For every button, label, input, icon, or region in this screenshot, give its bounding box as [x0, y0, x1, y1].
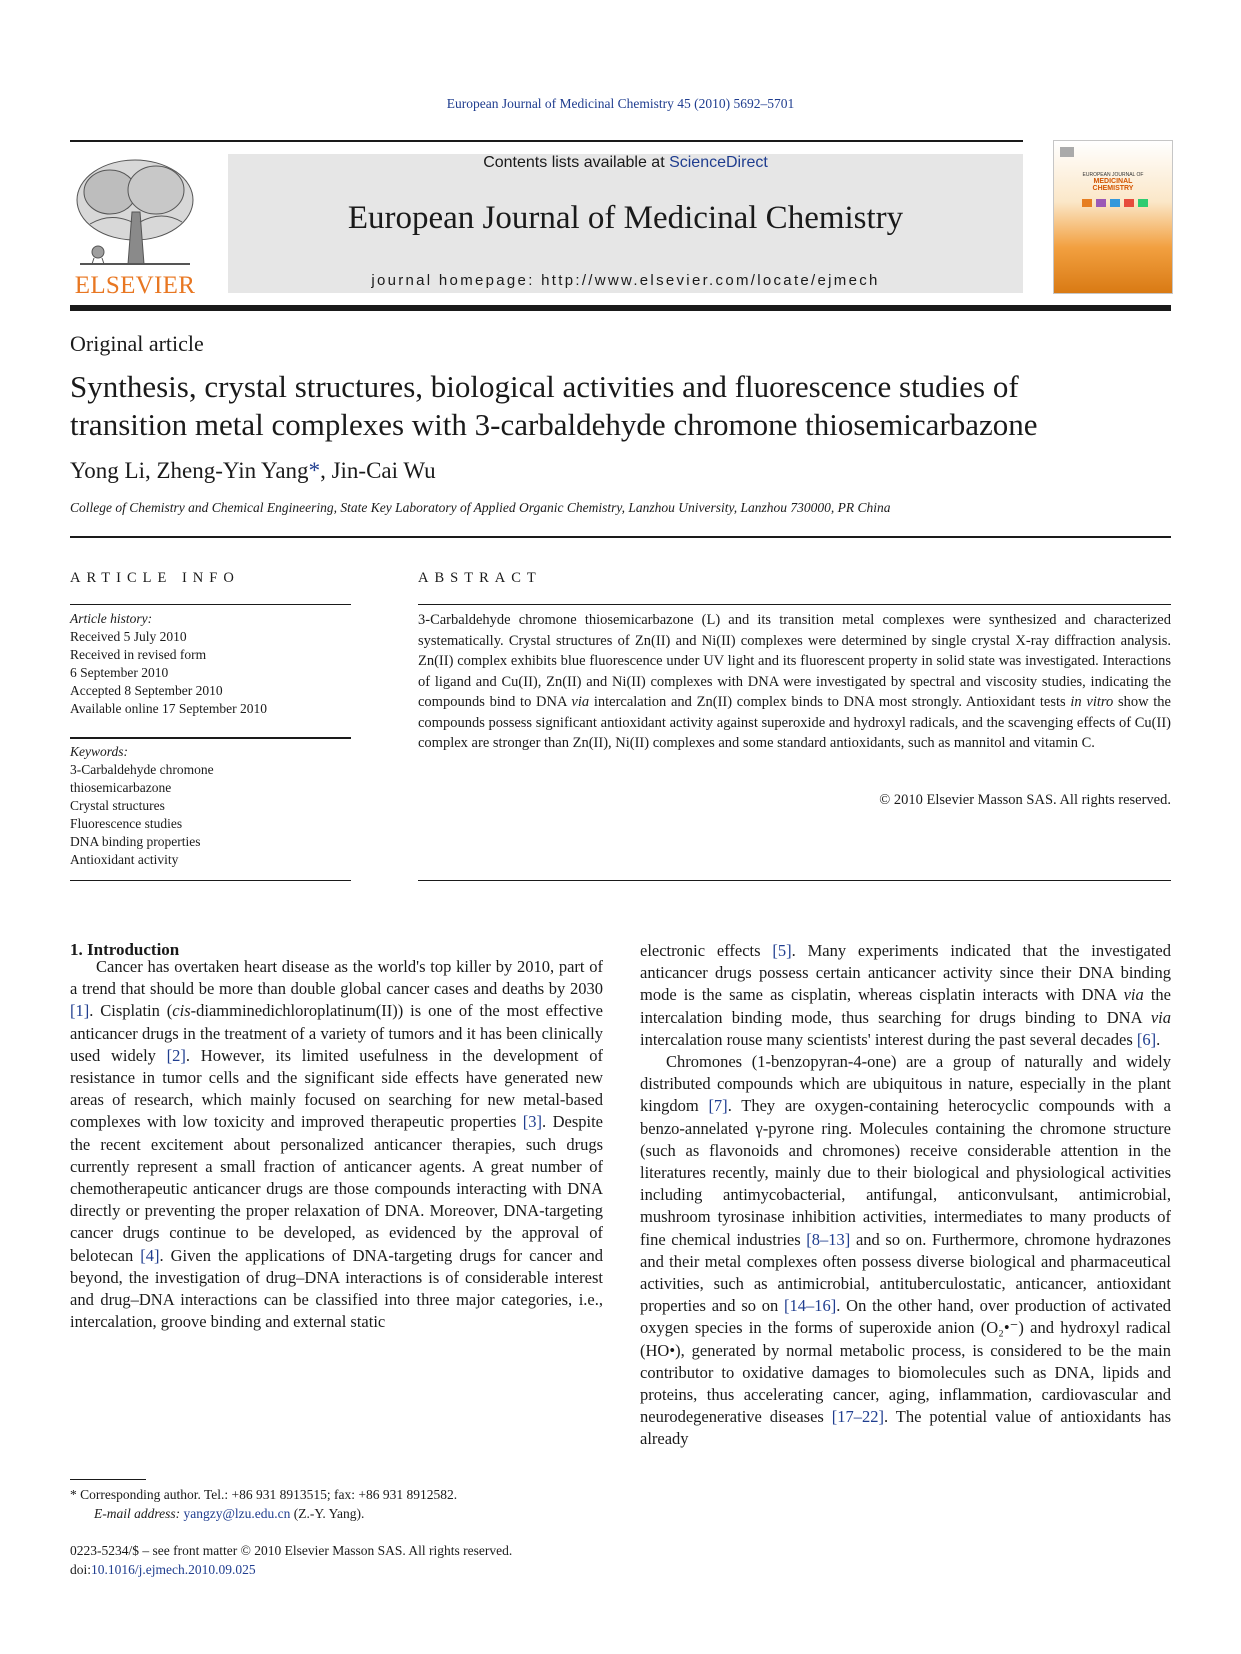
footnote-rule: [70, 1479, 146, 1480]
body-column-left: [70, 956, 603, 1333]
article-info-bottom-rule: [70, 880, 351, 881]
text-italic: via: [1150, 1007, 1171, 1027]
history-item: Received 5 July 2010: [70, 629, 187, 644]
keyword-item: Crystal structures: [70, 798, 165, 813]
affiliation: College of Chemistry and Chemical Engineering, State Key Laboratory of Applied Organic Chemistry, Lanzhou University, Lanzhou 730000, PR China: [70, 500, 891, 515]
text-run: . Given the applications of DNA-targeting drugs for cancer and beyond, the investigation of drug–DNA interactions is of considerable interest and drug–DNA interactions can be classified into three major categories, i.e., intercalation, groove binding and external static: [70, 1245, 604, 1332]
reference-link[interactable]: [17–22]: [831, 1407, 885, 1427]
reference-link[interactable]: [1]: [70, 1001, 90, 1021]
keywords: [70, 743, 351, 869]
corresponding-author-marker[interactable]: *: [308, 458, 321, 483]
abstract-part: show the compounds possess significant antioxidant activity against superoxide and hydroxyl radicals, and the scavenging effects of Cu(II) complex are stronger than Zn(II), Ni(II) complexes and some standard antioxidants, such as mannitol and vitamin C.: [418, 694, 1171, 751]
text-run: . They are oxygen-containing heterocyclic compounds with a benzo-annelated γ-pyrone ring. Molecules containing the chromone structure (such as flavonoids and chromones) receive considerable attention in the literatures recently, mainly due to their biological and physiological activities including antimycobacterial, antifungal, anticonvulsant, antimicrobial, mushroom tyrosinase inhibition activities, intermediates to many products of fine chemical industries: [640, 1096, 1171, 1249]
reference-link[interactable]: [4]: [140, 1245, 160, 1265]
cover-title-2: MEDICINAL: [1093, 178, 1133, 185]
text-run: .: [1156, 1029, 1161, 1049]
abstract-italic: in vitro: [1070, 694, 1114, 710]
issn-line: 0223-5234/$ – see front matter © 2010 Elsevier Masson SAS. All rights reserved.: [70, 1543, 513, 1558]
reference-link[interactable]: [6]: [1136, 1029, 1157, 1049]
text-run: . The potential value of antioxidants has already: [640, 1407, 1171, 1449]
keyword-item: Antioxidant activity: [70, 852, 179, 867]
abstract-rule: [418, 604, 1171, 605]
author-li: Yong Li,: [70, 458, 157, 483]
text-run: the intercalation binding mode, thus searching for drugs binding to DNA: [640, 985, 1171, 1027]
journal-citation[interactable]: European Journal of Medicinal Chemistry 45 (2010) 5692–5701: [446, 96, 795, 111]
text-run: . Cisplatin (: [89, 1001, 173, 1021]
text-run: . However, its limited usefulness in the development of resistance in tumor cells and the significant side effects have generated new areas of research, which mainly focused on searching for new metal-based complexes with low toxicity and improved therapeutic properties: [70, 1045, 603, 1132]
doi-line: [70, 1560, 603, 1579]
keywords-label: Keywords:: [70, 744, 128, 759]
email-line: [70, 1504, 603, 1523]
author-wu: , Jin-Cai Wu: [320, 458, 436, 483]
abstract-text: [418, 610, 1171, 754]
introduction-heading: 1. Introduction: [70, 940, 180, 959]
sciencedirect-link[interactable]: ScienceDirect: [669, 154, 768, 171]
article-history: [70, 610, 351, 718]
doi-link[interactable]: 10.1016/j.ejmech.2010.09.025: [91, 1562, 256, 1577]
journal-name: European Journal of Medicinal Chemistry: [347, 200, 904, 236]
cover-title-3: CHEMISTRY: [1092, 185, 1134, 192]
keyword-item: thiosemicarbazone: [70, 780, 172, 795]
author-yang: Zheng-Yin Yang: [156, 458, 309, 483]
contents-available: [228, 154, 1023, 172]
keyword-item: 3-Carbaldehyde chromone: [70, 762, 214, 777]
affiliation-rule: [70, 536, 1171, 538]
publisher-wordmark: ELSEVIER: [74, 272, 196, 299]
email-link[interactable]: yangzy@lzu.edu.cn: [183, 1506, 291, 1521]
doi-label: doi:: [70, 1562, 92, 1577]
text-run: and so on. Furthermore, chromone hydrazones and their metal complexes often possess diverse biological and pharmaceutical activities, such as antimicrobial, antituberculostatic, anticancer, antioxidant properties and so on: [640, 1229, 1171, 1316]
history-label: Article history:: [70, 611, 153, 626]
article-info-heading: ARTICLE INFO: [70, 570, 240, 586]
text-run: Chromones (1-benzopyran-4-one) are a group of naturally and widely distributed compounds which are ubiquitous in nature, especially in the plant kingdom: [640, 1052, 1171, 1116]
reference-link[interactable]: [2]: [166, 1045, 186, 1065]
body-column-right: [640, 940, 1171, 1451]
abstract-part: 3-Carbaldehyde chromone thiosemicarbazone (L) and its transition metal complexes were synthesized and characterized systematically. Crystal structures of Zn(II) and Ni(II) complexes were determined by single crystal X-ray diffraction analysis. Zn(II) complex exhibits blue fluorescence under UV light and its fluorescent property in solid state was investigated. Interactions of ligand and Cu(II), Zn(II) and Ni(II) complexes with DNA were investigated by spectral and viscosity studies, indicating the compounds bind to DNA: [418, 612, 1171, 710]
abstract-copyright: © 2010 Elsevier Masson SAS. All rights reserved.: [879, 792, 1171, 808]
footnote: [70, 1485, 603, 1523]
text-italic: cis: [172, 1001, 191, 1021]
journal-homepage[interactable]: journal homepage: http://www.elsevier.com/locate/ejmech: [371, 272, 880, 289]
text-run: . Despite the recent excitement about personalized anticancer therapies, such drugs currently represent a small fraction of anticancer agents. A great number of chemotherapeutic anticancer drugs are those compounds interacting with DNA directly or preventing the proper relaxation of DNA. Moreover, DNA-targeting cancer drugs continue to be developed, as evidenced by the approval of belotecan: [70, 1112, 603, 1265]
article-title: [70, 368, 1180, 444]
author-list: [70, 458, 436, 484]
history-item: Available online 17 September 2010: [70, 701, 267, 716]
reference-link[interactable]: [3]: [522, 1112, 543, 1132]
email-suffix: (Z.-Y. Yang).: [290, 1506, 365, 1521]
history-item: Received in revised form: [70, 647, 207, 662]
history-item: Accepted 8 September 2010: [70, 683, 223, 698]
text-run: . Many experiments indicated that the investigated anticancer drugs possess certain anticancer activity since their DNA binding mode is the same as cisplatin, whereas cisplatin interacts with DNA: [640, 941, 1171, 1005]
article-info-rule: [70, 604, 351, 605]
intro-paragraph-2: [640, 1051, 1171, 1451]
keywords-rule: [70, 737, 351, 739]
reference-link[interactable]: [14–16]: [784, 1296, 837, 1316]
article-type: Original article: [70, 331, 204, 356]
contents-prefix: Contents lists available at: [483, 154, 670, 171]
title-line-1: Synthesis, crystal structures, biological activities and fluorescence studies of: [70, 369, 1019, 404]
abstract-italic: via: [571, 694, 590, 710]
intro-paragraph-1-cont: [640, 940, 1171, 1051]
abstract-part: intercalation and Zn(II) complex binds to DNA most strongly. Antioxidant tests: [589, 694, 1071, 710]
reference-link[interactable]: [7]: [708, 1096, 728, 1116]
reference-link[interactable]: [8–13]: [806, 1229, 851, 1249]
reference-link[interactable]: [5]: [772, 941, 792, 960]
corresponding-author-note: * Corresponding author. Tel.: +86 931 8913515; fax: +86 931 8912582.: [70, 1487, 458, 1502]
header-rule: [70, 140, 1023, 142]
abstract-heading: ABSTRACT: [418, 570, 542, 586]
title-line-2: transition metal complexes with 3-carbaldehyde chromone thiosemicarbazone: [70, 407, 1038, 442]
text-run: intercalation rouse many scientists' interest during the past several decades: [640, 1029, 1137, 1049]
email-label: E-mail address:: [94, 1506, 181, 1521]
text-run: electronic effects: [640, 941, 773, 960]
history-item: 6 September 2010: [70, 665, 169, 680]
text-italic: via: [1123, 985, 1144, 1005]
keyword-item: DNA binding properties: [70, 834, 201, 849]
text-run: -diamminedichloroplatinum(II)) is one of the most effective anticancer drugs in the treatment of a variety of tumors and it has been clinically used widely: [70, 1001, 603, 1065]
text-run: . On the other hand, over production of activated oxygen species in the forms of superoxide anion (O₂•⁻) and hydroxyl radical (HO•), generated by normal metabolic process, is considered to be the main contributor to oxidative damages to biomolecules such as DNA, lipids and proteins, thus accelerating cancer, aging, inflammation, cardiovascular and neurodegenerative diseases: [640, 1296, 1171, 1427]
text-run: Cancer has overtaken heart disease as the world's top killer by 2010, part of a trend that should be more than double global cancer cases and deaths by 2030: [70, 957, 603, 999]
abstract-bottom-rule: [418, 880, 1171, 881]
header-thick-rule: [70, 305, 1171, 311]
keyword-item: Fluorescence studies: [70, 816, 183, 831]
cover-title-1: EUROPEAN JOURNAL OF: [1082, 172, 1144, 178]
issn-doi: [70, 1541, 603, 1579]
intro-paragraph-1: [70, 956, 603, 1333]
journal-cover-thumbnail[interactable]: [1053, 140, 1173, 294]
